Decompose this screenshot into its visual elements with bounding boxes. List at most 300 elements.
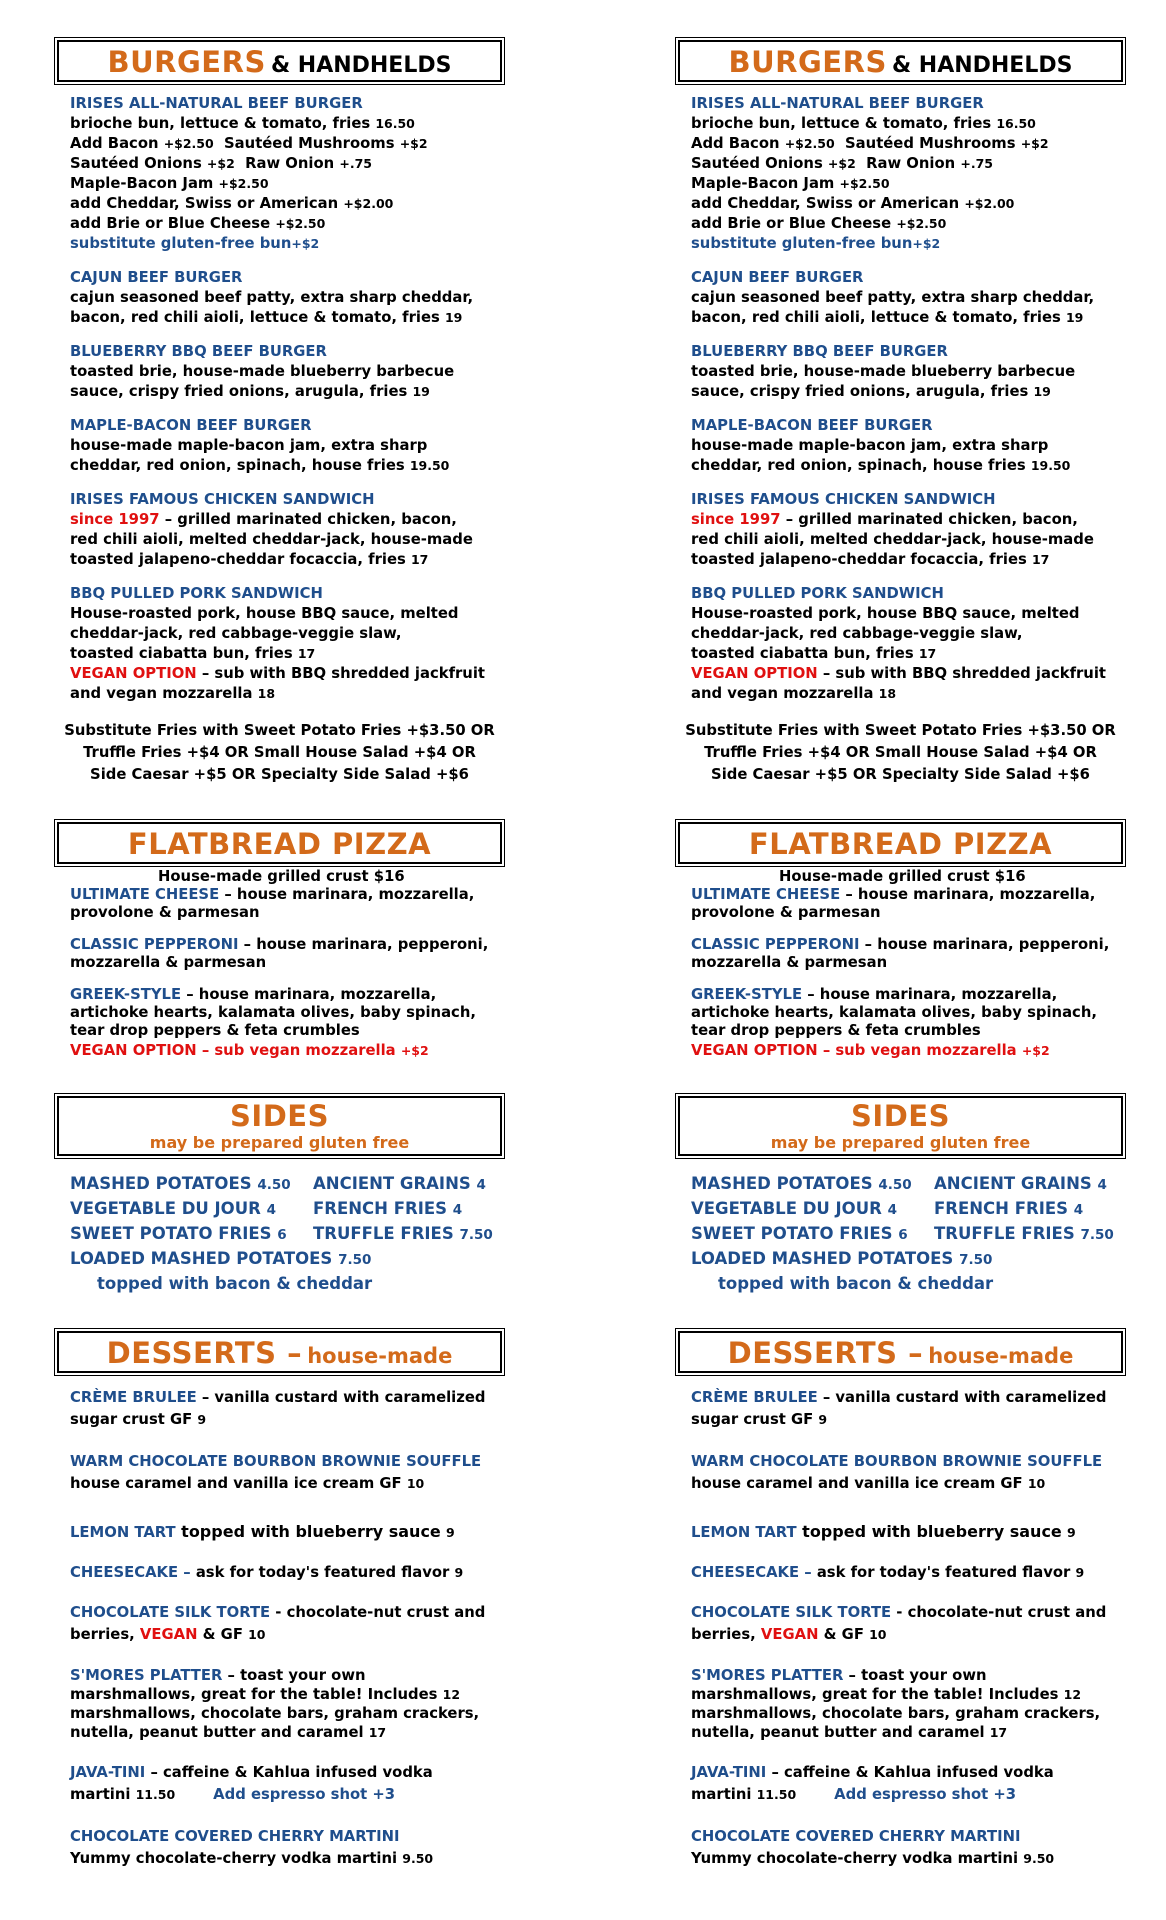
menu-item-pork-sandwich [691, 584, 1123, 704]
desserts-title-rest: house-made [928, 1344, 1074, 1368]
burgers-header [57, 40, 502, 82]
desserts-title: DESSERTS – [727, 1336, 924, 1370]
gf-bun-label: substitute gluten-free bun [691, 235, 913, 252]
item-desc: red chili aioli, melted cheddar-jack, house-made [691, 531, 1094, 548]
side-name: FRENCH FRIES [313, 1199, 447, 1218]
menu-item-ultimate-cheese [70, 886, 502, 922]
side-price: 6 [277, 1227, 287, 1243]
menu-item-cajun-burger [70, 268, 502, 328]
gf-bun-price: +$2 [912, 236, 941, 251]
java-addon-price: +3 [372, 1786, 396, 1803]
side-price: 4 [887, 1202, 897, 1218]
item-desc: house caramel and vanilla ice cream GF [691, 1475, 1023, 1492]
item-price: 18 [257, 686, 276, 701]
addon-label: add Cheddar, Swiss or American [691, 195, 960, 212]
item-name: CHOCOLATE SILK TORTE [691, 1604, 892, 1621]
item-name: CAJUN BEEF BURGER [691, 269, 864, 286]
addon-label: add Cheddar, Swiss or American [70, 195, 339, 212]
item-price: 18 [878, 686, 897, 701]
side-name: LOADED MASHED POTATOES [70, 1249, 333, 1268]
item-name: GREEK-STYLE [70, 986, 182, 1003]
menu-item-cajun-burger [691, 268, 1123, 328]
item-name: IRISES FAMOUS CHICKEN SANDWICH [691, 491, 996, 508]
menu-item-chicken-sandwich [70, 490, 502, 570]
sides-row [691, 1247, 1123, 1272]
sides-row [70, 1172, 502, 1197]
addon-price: +$2 [827, 156, 856, 171]
item-name: IRISES ALL-NATURAL BEEF BURGER [70, 95, 363, 112]
item-name: LEMON TART [691, 1524, 797, 1541]
item-desc: berries, [691, 1626, 761, 1643]
desserts-title: DESSERTS – [106, 1336, 303, 1370]
item-desc: mozzarella & parmesan [691, 954, 888, 971]
item-desc: – house marinara, mozzarella, [219, 886, 475, 903]
subst-line: Substitute Fries with Sweet Potato Fries +$3.50 OR [685, 722, 1116, 739]
item-price: 17 [410, 552, 429, 567]
side-name: TRUFFLE FRIES [934, 1224, 1075, 1243]
item-count: 12 [1063, 1687, 1082, 1702]
subst-line: Truffle Fries +$4 OR Small House Salad +$4 OR [704, 744, 1097, 761]
item-desc: – house marinara, pepperoni, [238, 936, 489, 953]
addon-price: +$2.50 [784, 136, 835, 151]
item-price: 19 [1065, 310, 1084, 325]
item-price: 16.50 [375, 116, 415, 131]
sides-row [691, 1222, 1123, 1247]
menu-item-irises-burger [691, 94, 1123, 254]
item-desc: marshmallows, chocolate bars, graham crackers, [70, 1705, 480, 1722]
item-price: 9 [818, 1412, 828, 1427]
item-desc: mozzarella & parmesan [70, 954, 267, 971]
java-addon-label: Add espresso shot [834, 1786, 989, 1803]
vegan-label: VEGAN [139, 1626, 198, 1643]
addon-label: Raw Onion [866, 155, 956, 172]
flatbread-list [678, 868, 1123, 1062]
item-desc: marshmallows, great for the table! Includes [691, 1686, 1059, 1703]
item-desc: artichoke hearts, kalamata olives, baby spinach, [70, 1004, 476, 1021]
item-name: CHOCOLATE COVERED CHERRY MARTINI [691, 1828, 1021, 1845]
since-badge: since 1997 [70, 511, 160, 528]
item-name: LEMON TART [70, 1524, 176, 1541]
item-name: IRISES ALL-NATURAL BEEF BURGER [691, 95, 984, 112]
item-count: 12 [442, 1687, 461, 1702]
side-name: MASHED POTATOES [70, 1174, 252, 1193]
item-desc: brioche bun, lettuce & tomato, fries [691, 115, 992, 132]
desserts-header [678, 1331, 1123, 1373]
addon-price: +$2.50 [275, 216, 326, 231]
side-name: FRENCH FRIES [934, 1199, 1068, 1218]
menu-item-cheesecake [691, 1562, 1123, 1584]
since-badge: since 1997 [691, 511, 781, 528]
item-desc: ask for today's featured flavor [811, 1564, 1071, 1581]
item-desc: - chocolate-nut crust and [270, 1604, 486, 1621]
side-price: 7.50 [338, 1252, 372, 1268]
vegan-option-label: VEGAN OPTION – sub vegan mozzarella [70, 1042, 396, 1059]
menu-item-silk-torte [691, 1602, 1123, 1646]
addon-label: Add Bacon [691, 135, 780, 152]
item-desc: tear drop peppers & feta crumbles [70, 1022, 360, 1039]
addon-price: +$2.00 [964, 196, 1015, 211]
menu-item-creme-brulee [691, 1387, 1123, 1431]
item-desc: – toast your own [843, 1667, 987, 1684]
item-desc: brioche bun, lettuce & tomato, fries [70, 115, 371, 132]
side-price: 7.50 [1080, 1227, 1114, 1243]
item-name: CHEESECAKE – [70, 1564, 191, 1581]
item-name: CHEESECAKE – [691, 1564, 812, 1581]
item-name: CRÈME BRULEE [70, 1389, 197, 1406]
item-price: 19.50 [409, 458, 450, 473]
menu-item-lemon-tart [691, 1521, 1123, 1544]
item-price: +$2 [1021, 1043, 1050, 1058]
item-price: 9.50 [402, 1851, 434, 1866]
addon-label: Maple-Bacon Jam [70, 175, 214, 192]
item-desc: artichoke hearts, kalamata olives, baby spinach, [691, 1004, 1097, 1021]
item-price: 19 [1033, 384, 1051, 399]
sides-title: SIDES [230, 1099, 329, 1133]
item-price: 9 [1075, 1565, 1085, 1580]
menu-item-chicken-sandwich [691, 490, 1123, 570]
flatbread-title: FLATBREAD PIZZA [748, 827, 1053, 861]
side-name: VEGETABLE DU JOUR [70, 1199, 261, 1218]
item-desc: house-made maple-bacon jam, extra sharp [70, 437, 428, 454]
item-price: 19 [412, 384, 430, 399]
item-price: 17 [918, 646, 937, 661]
subst-line: Truffle Fries +$4 OR Small House Salad +$4 OR [83, 744, 476, 761]
fries-substitution-note [678, 720, 1123, 786]
item-desc: House-roasted pork, house BBQ sauce, melted [691, 605, 1080, 622]
sides-subtitle: may be prepared gluten free [770, 1133, 1031, 1152]
item-desc: and vegan mozzarella [70, 685, 253, 702]
side-price: 4.50 [878, 1177, 912, 1193]
menu-item-creme-brulee [70, 1387, 502, 1431]
menu-item-java-tini [691, 1762, 1123, 1806]
subst-line: Substitute Fries with Sweet Potato Fries +$3.50 OR [64, 722, 495, 739]
menu-item-maple-burger [691, 416, 1123, 476]
item-name: CRÈME BRULEE [691, 1389, 818, 1406]
addon-price: +$2.50 [163, 136, 214, 151]
menu-item-greek-style [691, 986, 1123, 1062]
item-desc: – vanilla custard with caramelized [817, 1389, 1107, 1406]
item-name: BBQ PULLED PORK SANDWICH [691, 585, 944, 602]
vegan-option-label: VEGAN OPTION [70, 665, 197, 682]
side-price: 6 [898, 1227, 908, 1243]
item-desc: – house marinara, mozzarella, [802, 986, 1058, 1003]
subst-line: Side Caesar +$5 OR Specialty Side Salad +$6 [711, 766, 1090, 783]
addon-price: +$2.50 [839, 176, 890, 191]
side-name: ANCIENT GRAINS [934, 1174, 1092, 1193]
flatbread-intro: House-made grilled crust $16 [158, 868, 405, 885]
sides-row [691, 1197, 1123, 1222]
item-desc: sugar crust GF [691, 1411, 814, 1428]
vegan-label: VEGAN [760, 1626, 819, 1643]
side-price: 4.50 [257, 1177, 291, 1193]
burgers-title: BURGERS [728, 45, 887, 79]
menu-item-greek-style [70, 986, 502, 1062]
item-desc: – sub with BBQ shredded jackfruit [196, 665, 485, 682]
addon-price: +$2 [1020, 136, 1049, 151]
sides-row [70, 1197, 502, 1222]
item-desc: – house marinara, mozzarella, [840, 886, 1096, 903]
side-name: SWEET POTATO FRIES [70, 1224, 272, 1243]
item-desc: Yummy chocolate-cherry vodka martini [691, 1850, 1019, 1867]
item-price: 19.50 [1030, 458, 1071, 473]
addon-label: Sautéed Onions [70, 155, 202, 172]
sides-list [678, 1172, 1123, 1295]
item-price: 9 [1066, 1525, 1076, 1540]
desserts-list [57, 1387, 502, 1870]
item-desc: toasted ciabatta bun, fries [70, 645, 293, 662]
item-name: BLUEBERRY BBQ BEEF BURGER [691, 343, 948, 360]
item-desc: Yummy chocolate-cherry vodka martini [70, 1850, 398, 1867]
menu-item-blueberry-burger [70, 342, 502, 402]
gf-bun-label: substitute gluten-free bun [70, 235, 292, 252]
item-desc: – toast your own [222, 1667, 366, 1684]
side-price: 7.50 [959, 1252, 993, 1268]
item-desc: martini [691, 1786, 752, 1803]
menu-item-brownie-souffle [691, 1451, 1123, 1495]
side-price: 4 [266, 1202, 276, 1218]
menu-column-left [57, 40, 502, 1870]
addon-label: Raw Onion [245, 155, 335, 172]
item-price: 9 [445, 1525, 455, 1540]
item-desc: sauce, crispy fried onions, arugula, fries [691, 383, 1029, 400]
addon-label: Sautéed Mushrooms [845, 135, 1016, 152]
item-name: CLASSIC PEPPERONI [691, 936, 860, 953]
item-desc: marshmallows, great for the table! Includes [70, 1686, 438, 1703]
menu-item-classic-pepperoni [70, 936, 502, 972]
side-name: SWEET POTATO FRIES [691, 1224, 893, 1243]
item-price: 17 [297, 646, 316, 661]
item-name: WARM CHOCOLATE BOURBON BROWNIE SOUFFLE [70, 1453, 482, 1470]
item-desc: – grilled marinated chicken, bacon, [780, 511, 1078, 528]
flatbread-list [57, 868, 502, 1062]
menu-item-cherry-martini [70, 1826, 502, 1870]
item-desc: & GF [197, 1626, 243, 1643]
burgers-header [678, 40, 1123, 82]
addon-label: Add Bacon [70, 135, 159, 152]
item-name: CAJUN BEEF BURGER [70, 269, 243, 286]
flatbread-title: FLATBREAD PIZZA [127, 827, 432, 861]
item-name: MAPLE-BACON BEEF BURGER [70, 417, 312, 434]
item-desc: – caffeine & Kahlua infused vodka [766, 1764, 1054, 1781]
item-name: JAVA-TINI [70, 1764, 146, 1781]
side-price: 4 [452, 1202, 463, 1218]
item-name: IRISES FAMOUS CHICKEN SANDWICH [70, 491, 375, 508]
item-name: S'MORES PLATTER [70, 1667, 223, 1684]
item-desc: toasted brie, house-made blueberry barbecue [70, 363, 455, 380]
side-note: topped with bacon & cheddar [718, 1274, 994, 1293]
sides-list [57, 1172, 502, 1295]
burgers-list [57, 94, 502, 704]
addon-label: Sautéed Mushrooms [224, 135, 395, 152]
item-price: 10 [248, 1627, 266, 1642]
menu-item-irises-burger [70, 94, 502, 254]
item-desc: house caramel and vanilla ice cream GF [70, 1475, 402, 1492]
item-desc: – house marinara, pepperoni, [859, 936, 1110, 953]
item-name: JAVA-TINI [691, 1764, 767, 1781]
sides-row [70, 1247, 502, 1272]
addon-price: +$2.00 [343, 196, 394, 211]
desserts-list [678, 1387, 1123, 1870]
item-name: BBQ PULLED PORK SANDWICH [70, 585, 323, 602]
burgers-list [678, 94, 1123, 704]
item-desc: – grilled marinated chicken, bacon, [159, 511, 457, 528]
item-desc: topped with blueberry sauce [796, 1522, 1062, 1541]
item-desc: – house marinara, mozzarella, [181, 986, 437, 1003]
side-name: VEGETABLE DU JOUR [691, 1199, 882, 1218]
item-price: 17 [989, 1725, 1008, 1740]
side-name: TRUFFLE FRIES [313, 1224, 454, 1243]
side-name: MASHED POTATOES [691, 1174, 873, 1193]
sides-title: SIDES [851, 1099, 950, 1133]
item-desc: toasted jalapeno-cheddar focaccia, fries [70, 551, 406, 568]
item-desc: toasted jalapeno-cheddar focaccia, fries [691, 551, 1027, 568]
menu-item-ultimate-cheese [691, 886, 1123, 922]
item-price: 19 [444, 310, 463, 325]
item-price: 11.50 [135, 1787, 176, 1802]
desserts-header [57, 1331, 502, 1373]
item-desc: provolone & parmesan [691, 904, 881, 921]
side-price: 4 [1097, 1177, 1107, 1193]
addon-price: +$2.50 [896, 216, 947, 231]
vegan-option-label: VEGAN OPTION – sub vegan mozzarella [691, 1042, 1017, 1059]
burgers-title: BURGERS [107, 45, 266, 79]
menu-item-java-tini [70, 1762, 502, 1806]
java-addon-label: Add espresso shot [213, 1786, 368, 1803]
item-desc: marshmallows, chocolate bars, graham crackers, [691, 1705, 1101, 1722]
item-name: ULTIMATE CHEESE [70, 886, 220, 903]
item-desc: – sub with BBQ shredded jackfruit [817, 665, 1106, 682]
item-name: CLASSIC PEPPERONI [70, 936, 239, 953]
item-desc: sauce, crispy fried onions, arugula, fries [70, 383, 408, 400]
item-desc: nutella, peanut butter and caramel [70, 1724, 364, 1741]
item-desc: & GF [818, 1626, 864, 1643]
addon-label: add Brie or Blue Cheese [691, 215, 892, 232]
item-desc: provolone & parmesan [70, 904, 260, 921]
item-desc: ask for today's featured flavor [190, 1564, 450, 1581]
item-desc: toasted ciabatta bun, fries [691, 645, 914, 662]
desserts-title-rest: house-made [307, 1344, 453, 1368]
item-desc: House-roasted pork, house BBQ sauce, melted [70, 605, 459, 622]
side-price: 4 [476, 1177, 486, 1193]
item-desc: bacon, red chili aioli, lettuce & tomato, fries [691, 309, 1061, 326]
item-name: BLUEBERRY BBQ BEEF BURGER [70, 343, 327, 360]
menu-item-classic-pepperoni [691, 936, 1123, 972]
item-price: 10 [1027, 1476, 1046, 1491]
item-desc: house-made maple-bacon jam, extra sharp [691, 437, 1049, 454]
item-desc: – vanilla custard with caramelized [196, 1389, 486, 1406]
flatbread-header [57, 822, 502, 864]
side-name: ANCIENT GRAINS [313, 1174, 471, 1193]
item-desc: and vegan mozzarella [691, 685, 874, 702]
fries-substitution-note [57, 720, 502, 786]
menu-item-lemon-tart [70, 1521, 502, 1544]
item-desc: toasted brie, house-made blueberry barbecue [691, 363, 1076, 380]
item-desc: bacon, red chili aioli, lettuce & tomato, fries [70, 309, 440, 326]
item-desc: – caffeine & Kahlua infused vodka [145, 1764, 433, 1781]
item-desc: berries, [70, 1626, 140, 1643]
side-price: 7.50 [459, 1227, 493, 1243]
item-name: MAPLE-BACON BEEF BURGER [691, 417, 933, 434]
menu-item-smores-platter [691, 1666, 1123, 1742]
addon-label: Sautéed Onions [691, 155, 823, 172]
sides-header [57, 1096, 502, 1156]
item-desc: nutella, peanut butter and caramel [691, 1724, 985, 1741]
item-desc: martini [70, 1786, 131, 1803]
subst-line: Side Caesar +$5 OR Specialty Side Salad +$6 [90, 766, 469, 783]
menu-item-brownie-souffle [70, 1451, 502, 1495]
item-desc: cheddar, red onion, spinach, house fries [70, 457, 405, 474]
addon-price: +.75 [960, 156, 993, 171]
gf-bun-price: +$2 [291, 236, 320, 251]
flatbread-intro: House-made grilled crust $16 [779, 868, 1026, 885]
item-price: 9 [454, 1565, 464, 1580]
burgers-title-rest: & HANDHELDS [891, 53, 1073, 78]
item-desc: cajun seasoned beef patty, extra sharp cheddar, [691, 289, 1095, 306]
menu-item-pork-sandwich [70, 584, 502, 704]
item-name: GREEK-STYLE [691, 986, 803, 1003]
sides-header [678, 1096, 1123, 1156]
addon-price: +$2 [206, 156, 235, 171]
menu-item-cheesecake [70, 1562, 502, 1584]
item-desc: cheddar-jack, red cabbage-veggie slaw, [691, 625, 1023, 642]
addon-label: add Brie or Blue Cheese [70, 215, 271, 232]
item-name: ULTIMATE CHEESE [691, 886, 841, 903]
side-name: LOADED MASHED POTATOES [691, 1249, 954, 1268]
addon-price: +$2 [399, 136, 428, 151]
item-name: CHOCOLATE SILK TORTE [70, 1604, 271, 1621]
item-price: +$2 [400, 1043, 429, 1058]
item-desc: topped with blueberry sauce [175, 1522, 441, 1541]
sides-row [691, 1172, 1123, 1197]
menu-item-maple-burger [70, 416, 502, 476]
item-name: WARM CHOCOLATE BOURBON BROWNIE SOUFFLE [691, 1453, 1103, 1470]
menu-column-right [678, 40, 1123, 1870]
item-desc: cheddar, red onion, spinach, house fries [691, 457, 1026, 474]
item-desc: cajun seasoned beef patty, extra sharp cheddar, [70, 289, 474, 306]
item-name: CHOCOLATE COVERED CHERRY MARTINI [70, 1828, 400, 1845]
menu-item-silk-torte [70, 1602, 502, 1646]
item-price: 9.50 [1023, 1851, 1055, 1866]
item-price: 16.50 [996, 116, 1036, 131]
item-price: 10 [869, 1627, 887, 1642]
item-name: S'MORES PLATTER [691, 1667, 844, 1684]
menu-item-blueberry-burger [691, 342, 1123, 402]
sides-subtitle: may be prepared gluten free [149, 1133, 410, 1152]
item-desc: - chocolate-nut crust and [891, 1604, 1107, 1621]
item-price: 10 [406, 1476, 425, 1491]
item-desc: tear drop peppers & feta crumbles [691, 1022, 981, 1039]
vegan-option-label: VEGAN OPTION [691, 665, 818, 682]
side-note: topped with bacon & cheddar [97, 1274, 373, 1293]
item-desc: cheddar-jack, red cabbage-veggie slaw, [70, 625, 402, 642]
flatbread-header [678, 822, 1123, 864]
menu-item-smores-platter [70, 1666, 502, 1742]
addon-price: +.75 [339, 156, 372, 171]
item-desc: red chili aioli, melted cheddar-jack, house-made [70, 531, 473, 548]
java-addon-price: +3 [993, 1786, 1017, 1803]
menu-item-cherry-martini [691, 1826, 1123, 1870]
item-price: 9 [197, 1412, 207, 1427]
side-price: 4 [1073, 1202, 1084, 1218]
item-desc: sugar crust GF [70, 1411, 193, 1428]
addon-label: Maple-Bacon Jam [691, 175, 835, 192]
burgers-title-rest: & HANDHELDS [270, 53, 452, 78]
sides-row [70, 1222, 502, 1247]
item-price: 17 [1031, 552, 1050, 567]
addon-price: +$2.50 [218, 176, 269, 191]
item-price: 11.50 [756, 1787, 797, 1802]
item-price: 17 [368, 1725, 387, 1740]
